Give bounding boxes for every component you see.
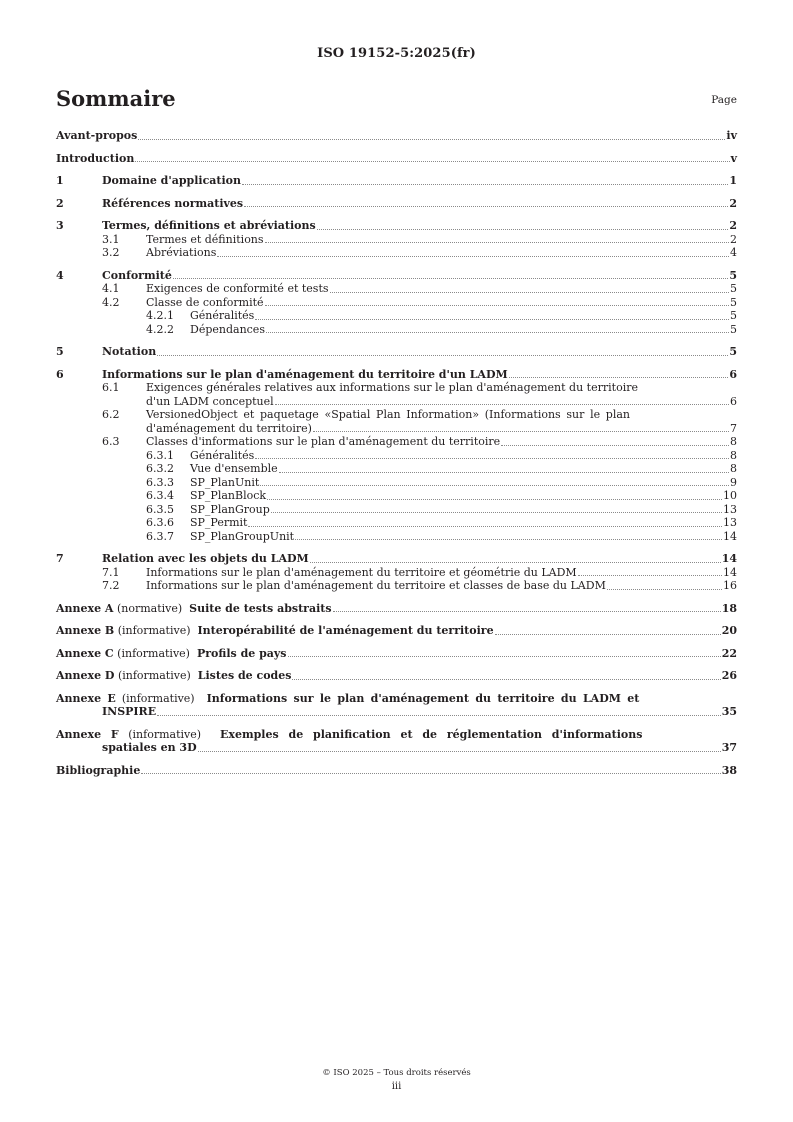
dot-leader	[578, 575, 722, 576]
dot-leader	[607, 589, 722, 590]
title-row	[56, 86, 737, 110]
toc-entry-section-5[interactable]	[56, 345, 737, 359]
dot-leader	[310, 562, 721, 563]
dot-leader	[217, 256, 729, 257]
toc-label-line2: spatiales en 3D	[102, 741, 197, 754]
toc-entry-section-4[interactable]	[56, 269, 737, 283]
toc-page: v	[730, 151, 737, 165]
toc-entry-section-3[interactable]	[56, 219, 737, 233]
toc-number: 6.3.1	[146, 448, 174, 462]
toc-label: Informations sur le plan d'aménagement du territoire et classes de base du LADM	[146, 579, 606, 592]
toc-label: Classe de conformité	[146, 295, 264, 309]
toc-label: Introduction	[56, 151, 135, 165]
toc-entry-section-6-3[interactable]	[56, 435, 737, 449]
toc-entry-bibliographie[interactable]	[56, 764, 737, 778]
toc-number: 2	[56, 196, 64, 210]
toc-page: 20	[721, 624, 737, 637]
toc-entry-annex-a[interactable]	[56, 602, 737, 616]
toc-page: 8	[730, 435, 737, 448]
toc-label: Informations sur le plan d'aménagement du territoire d'un LADM	[102, 367, 508, 381]
toc-label: Abréviations	[146, 246, 217, 259]
toc-entry-annex-c[interactable]	[56, 647, 737, 661]
toc-page: iv	[726, 129, 737, 142]
toc-page: 2	[729, 219, 737, 232]
toc-page: 2	[730, 232, 737, 246]
dot-leader	[255, 458, 729, 459]
toc-page: 26	[721, 669, 737, 682]
annex-name: Annexe F	[56, 727, 119, 741]
toc-page: 1	[729, 174, 737, 187]
toc-label-line1: Exemples de planification et de réglementation d'informations	[220, 727, 643, 741]
toc-label-line2: d'un LADM conceptuel	[146, 394, 274, 408]
toc-entry-annex-b[interactable]	[56, 624, 737, 638]
toc-label: SP_PlanUnit	[190, 475, 260, 489]
toc-entry-section-3-1[interactable]	[56, 233, 737, 247]
toc-page: 5	[730, 295, 737, 309]
annex-name: Annexe C	[56, 646, 114, 660]
dot-leader	[198, 751, 721, 752]
toc-number: 6.1	[102, 381, 120, 394]
toc-label-line1: Exigences générales relatives aux informations sur le plan d'aménagement du territoire	[146, 381, 638, 394]
toc-page: 14	[721, 552, 737, 565]
toc-number: 4.2.1	[146, 309, 174, 322]
toc-label: Références normatives	[102, 196, 244, 210]
toc-page: 13	[723, 502, 737, 516]
toc-label: Généralités	[190, 448, 255, 462]
toc-page: 6	[730, 394, 737, 408]
dot-leader	[244, 206, 728, 207]
toc-page: 16	[723, 579, 737, 592]
dot-leader	[501, 445, 729, 446]
dot-leader	[279, 472, 729, 473]
toc-entry-section-7[interactable]	[56, 552, 737, 566]
toc-page: 10	[723, 489, 737, 502]
toc-entry-section-6-3-2[interactable]	[56, 462, 737, 476]
toc-label: SP_PlanBlock	[190, 489, 267, 502]
toc-number: 7.2	[102, 579, 120, 592]
toc-entry-section-6-2[interactable]	[56, 408, 737, 435]
toc-label: Relation avec les objets du LADM	[102, 552, 309, 565]
toc-entry-section-4-1[interactable]	[56, 282, 737, 296]
toc-number: 4.1	[102, 282, 120, 295]
toc-entry-section-6-3-7[interactable]	[56, 530, 737, 544]
toc-entry-section-3-2[interactable]	[56, 246, 737, 260]
toc-number: 5	[56, 345, 64, 358]
toc-label: SP_Permit	[190, 516, 248, 529]
toc-number: 6.3.2	[146, 462, 174, 475]
dot-leader	[288, 656, 721, 657]
toc-number: 6.3	[102, 435, 120, 448]
dot-leader	[495, 634, 721, 635]
toc-label-line1: VersionedObject et paquetage «Spatial Plan Information» (Informations sur le plan	[146, 408, 631, 421]
dot-leader	[271, 512, 722, 513]
toc-number: 3	[56, 219, 64, 232]
dot-leader	[509, 377, 729, 378]
toc-label: Listes de codes	[197, 669, 292, 682]
toc-page: 5	[729, 268, 737, 282]
dot-leader	[135, 161, 729, 162]
toc-entry-avant-propos[interactable]	[56, 129, 737, 143]
toc-page: 6	[729, 367, 737, 381]
toc-label: Informations sur le plan d'aménagement du territoire et géométrie du LADM	[146, 565, 577, 579]
annex-type: (informative)	[121, 691, 195, 705]
toc-page: 37	[721, 741, 737, 754]
annex-name: Annexe A	[56, 601, 114, 615]
toc-entry-annex-e[interactable]	[56, 692, 737, 719]
annex-type: (informative)	[128, 727, 202, 741]
dot-leader	[265, 242, 729, 243]
table-of-contents	[56, 129, 737, 777]
toc-number: 7	[56, 552, 64, 565]
toc-number: 3.2	[102, 246, 120, 259]
toc-number: 1	[56, 174, 64, 187]
toc-page: 8	[730, 448, 737, 462]
toc-page: 8	[730, 462, 737, 475]
toc-label: Dépendances	[190, 322, 265, 336]
annex-name: Annexe B	[56, 624, 115, 637]
toc-label: Interopérabilité de l'aménagement du territoire	[197, 624, 494, 637]
toc-label: Classes d'informations sur le plan d'aménagement du territoire	[146, 435, 501, 448]
toc-entry-section-6-3-5[interactable]	[56, 503, 737, 517]
toc-page: 2	[729, 196, 737, 210]
annex-name: Annexe D	[56, 669, 115, 682]
toc-number: 6.3.4	[146, 489, 174, 502]
toc-label: SP_PlanGroup	[190, 502, 270, 516]
toc-number: 6.3.5	[146, 502, 174, 516]
toc-entry-section-4-2-1[interactable]	[56, 309, 737, 323]
toc-entry-section-6-3-4[interactable]	[56, 489, 737, 503]
toc-number: 3.1	[102, 232, 120, 246]
page-column-label: Page	[711, 94, 737, 106]
toc-page: 18	[721, 601, 737, 615]
toc-label: Termes et définitions	[146, 232, 264, 246]
toc-entry-section-1[interactable]	[56, 174, 737, 188]
toc-label-line2: d'aménagement du territoire)	[146, 421, 312, 435]
toc-label-line1: Informations sur le plan d'aménagement du territoire du LADM et	[206, 691, 640, 705]
toc-number: 4.2	[102, 295, 120, 309]
page-footer	[0, 1066, 793, 1094]
toc-entry-section-4-2-2[interactable]	[56, 323, 737, 337]
toc-number: 6.3.7	[146, 529, 174, 543]
toc-page: 5	[730, 309, 737, 322]
toc-entry-section-4-2[interactable]	[56, 296, 737, 310]
dot-leader	[275, 404, 729, 405]
toc-number: 6.3.6	[146, 516, 174, 529]
toc-entry-section-6[interactable]	[56, 368, 737, 382]
annex-type: (informative)	[117, 646, 190, 660]
toc-page: 7	[730, 421, 737, 435]
toc-label-line2: INSPIRE	[102, 705, 157, 718]
toc-label: Généralités	[190, 309, 255, 322]
toc-entry-introduction[interactable]	[56, 152, 737, 166]
toc-number: 7.1	[102, 565, 120, 579]
dot-leader	[292, 679, 720, 680]
toc-label: Domaine d'application	[102, 174, 241, 187]
dot-leader	[141, 773, 720, 774]
annex-type: (normative)	[116, 601, 183, 615]
toc-page: 14	[723, 565, 737, 579]
toc-page: 9	[730, 475, 737, 489]
dot-leader	[157, 715, 721, 716]
toc-entry-section-2[interactable]	[56, 197, 737, 211]
toc-page: 35	[721, 705, 737, 718]
toc-number: 4	[56, 268, 64, 282]
toc-entry-section-6-1[interactable]	[56, 381, 737, 408]
toc-label: Conformité	[102, 268, 172, 282]
toc-entry-section-6-3-6[interactable]	[56, 516, 737, 530]
annex-type: (informative)	[117, 624, 191, 637]
toc-entry-section-6-3-1[interactable]	[56, 449, 737, 463]
toc-label: Notation	[102, 345, 157, 358]
toc-label: Exigences de conformité et tests	[146, 282, 329, 295]
dot-leader	[313, 431, 729, 432]
dot-leader	[260, 485, 729, 486]
page-number: iii	[391, 1081, 402, 1092]
toc-label: Termes, définitions et abréviations	[102, 219, 316, 232]
toc-entry-annex-d[interactable]	[56, 669, 737, 683]
dot-leader	[265, 305, 729, 306]
document-id-header: ISO 19152-5:2025(fr)	[317, 46, 476, 61]
dot-leader	[173, 278, 728, 279]
dot-leader	[248, 526, 722, 527]
dot-leader	[333, 611, 721, 612]
toc-number: 4.2.2	[146, 322, 174, 336]
dot-leader	[242, 184, 728, 185]
dot-leader	[266, 332, 729, 333]
page-title: Sommaire	[56, 86, 176, 111]
toc-page: 13	[723, 516, 737, 529]
toc-page: 5	[729, 345, 737, 358]
toc-entry-section-7-1[interactable]	[56, 566, 737, 580]
annex-name: Annexe E	[56, 691, 116, 705]
toc-page: 4	[730, 246, 737, 259]
toc-label: SP_PlanGroupUnit	[190, 529, 295, 543]
toc-number: 6.3.3	[146, 475, 174, 489]
toc-page: 5	[730, 282, 737, 295]
toc-page: 14	[723, 529, 737, 543]
toc-page: 5	[730, 322, 737, 336]
toc-entry-section-6-3-3[interactable]	[56, 476, 737, 490]
dot-leader	[295, 539, 722, 540]
toc-label: Suite de tests abstraits	[189, 601, 332, 615]
dot-leader	[255, 319, 729, 320]
toc-page: 22	[721, 646, 737, 660]
toc-label: Avant-propos	[56, 129, 138, 142]
toc-number: 6.2	[102, 408, 120, 421]
dot-leader	[138, 139, 725, 140]
toc-label: Profils de pays	[196, 646, 287, 660]
toc-entry-section-7-2[interactable]	[56, 579, 737, 593]
dot-leader	[267, 499, 722, 500]
toc-entry-annex-f[interactable]	[56, 728, 737, 755]
dot-leader	[157, 355, 728, 356]
copyright-notice: © ISO 2025 – Tous droits réservés	[322, 1068, 471, 1078]
dot-leader	[317, 229, 729, 230]
toc-label: Vue d'ensemble	[190, 462, 278, 475]
annex-type: (informative)	[117, 669, 191, 682]
dot-leader	[330, 292, 729, 293]
toc-label: Bibliographie	[56, 763, 141, 777]
toc-page: 38	[721, 763, 737, 777]
toc-number: 6	[56, 367, 64, 381]
